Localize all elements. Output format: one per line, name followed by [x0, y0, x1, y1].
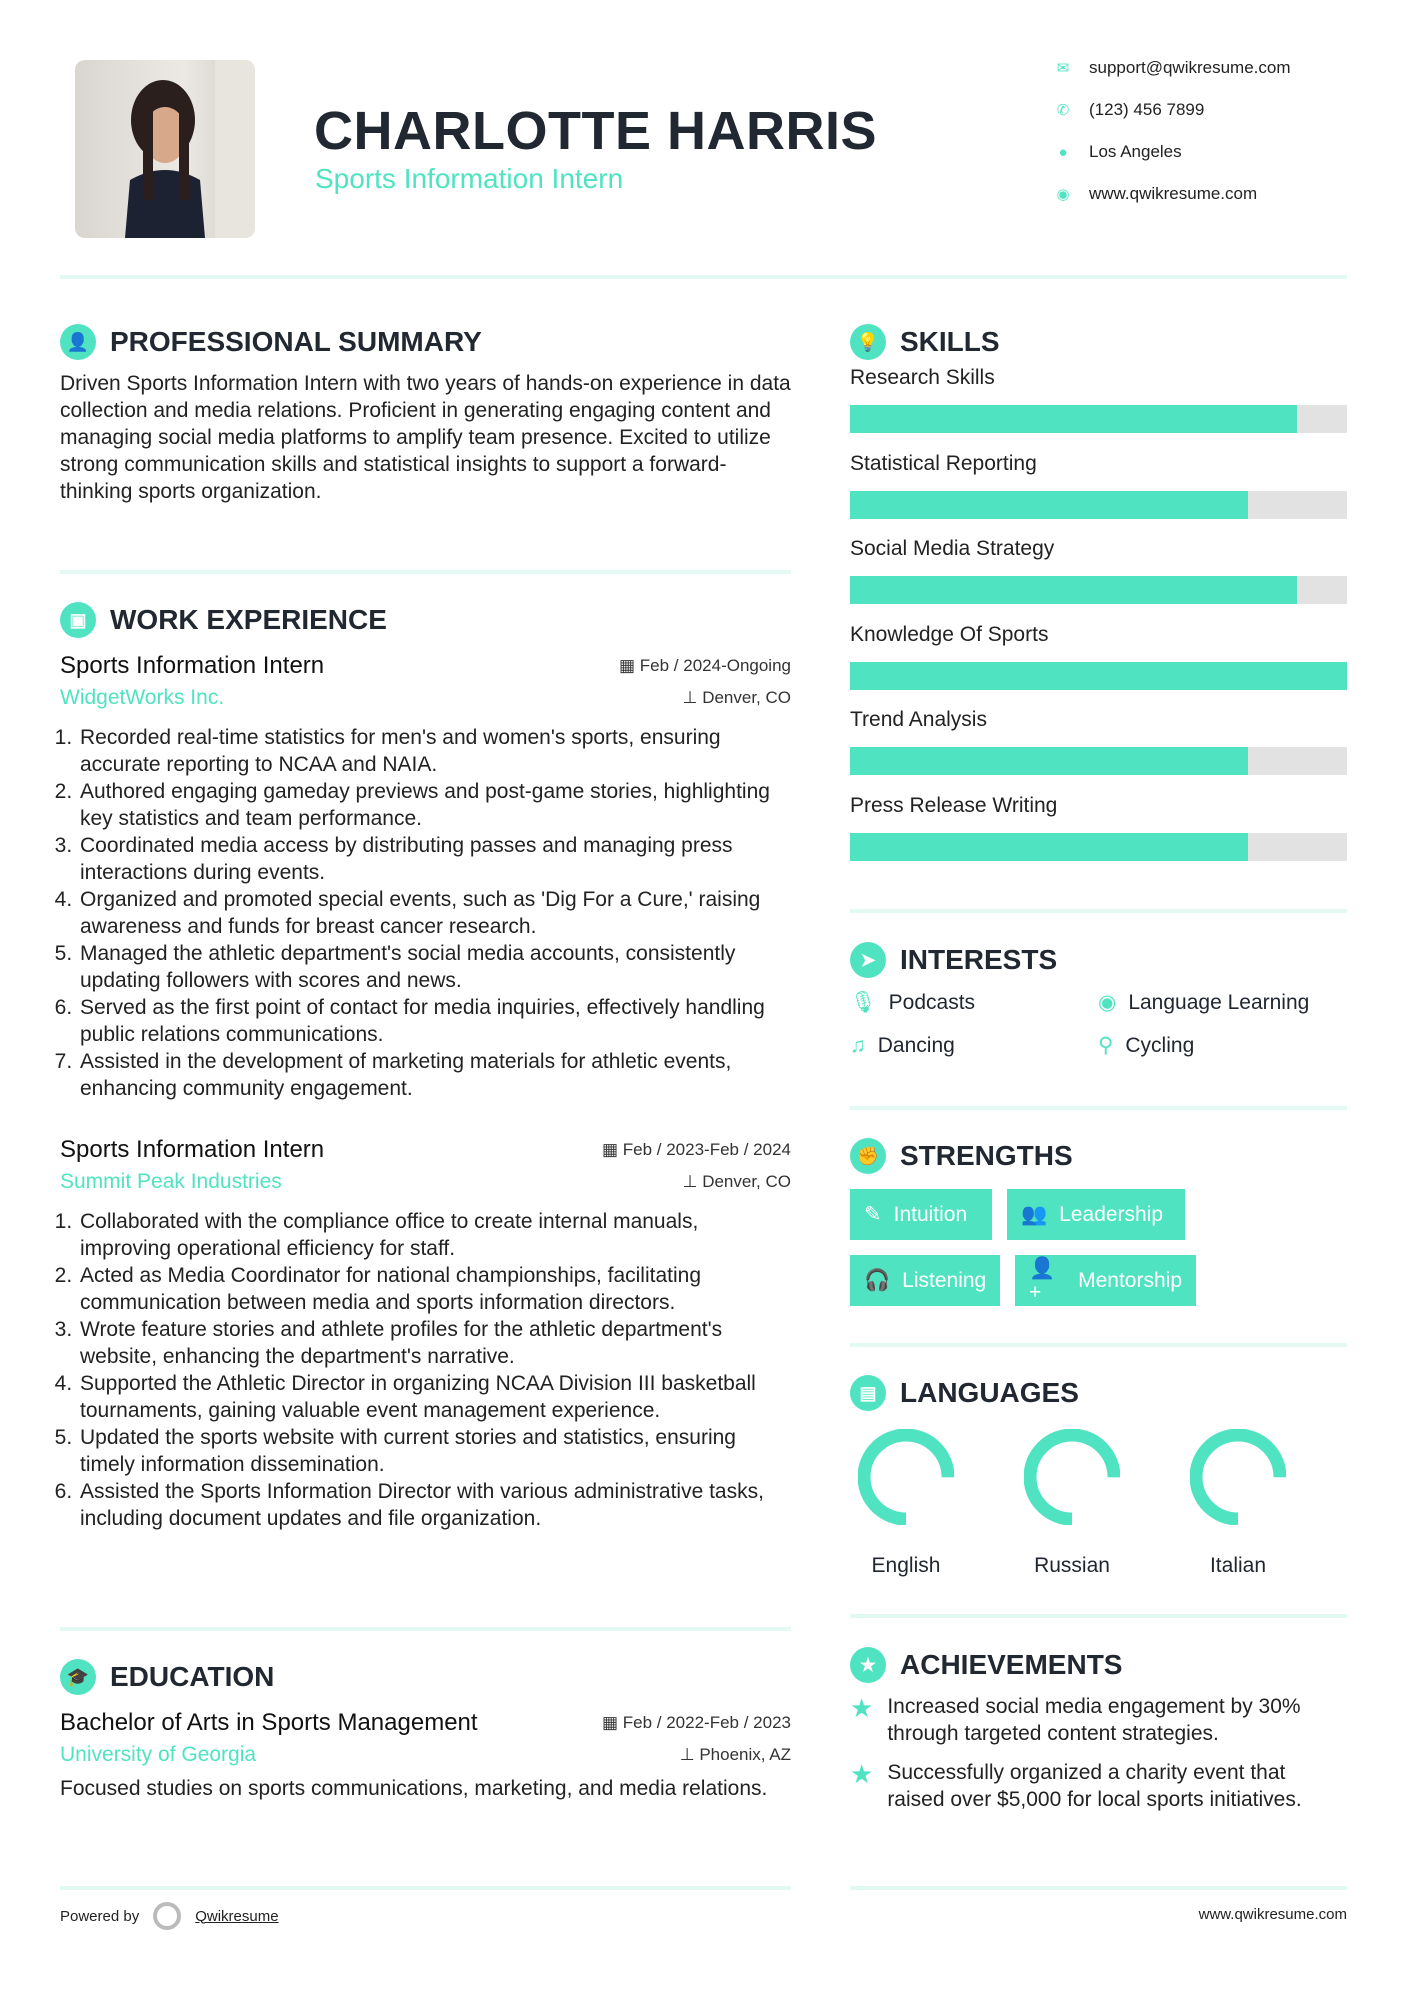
star-badge-icon: ★	[850, 1647, 886, 1683]
contact-email[interactable]	[1055, 58, 1291, 78]
contact-text: www.qwikresume.com	[1089, 184, 1258, 203]
duty-item: 3. Coordinated media access by distributing passes and managing press interactions during events.	[78, 832, 791, 886]
divider	[60, 1627, 791, 1631]
header-divider	[60, 275, 1347, 279]
contact-text: (123) 456 7899	[1089, 100, 1205, 119]
users-icon: 👥	[1021, 1202, 1048, 1226]
skill-item	[850, 452, 1347, 538]
achievements-section	[850, 1647, 1347, 1813]
duty-list	[60, 724, 791, 1102]
job-role: Sports Information Intern	[60, 1136, 325, 1163]
interest-label: Cycling	[1125, 1033, 1195, 1057]
language-ring	[1024, 1429, 1120, 1525]
work-section	[60, 602, 791, 1532]
divider	[850, 1106, 1347, 1110]
candidate-name: CHARLOTTE HARRIS	[314, 101, 877, 161]
briefcase-icon: ▣	[60, 602, 96, 638]
section-heading	[850, 324, 1347, 360]
magic-wand-icon: ✎	[864, 1203, 882, 1226]
language-item	[1190, 1429, 1286, 1578]
contact-website[interactable]	[1055, 184, 1257, 204]
duty-item: 2. Authored engaging gameday previews and post-game stories, highlighting key statistics and team performance.	[78, 778, 791, 832]
section-heading	[60, 1659, 791, 1695]
duty-item: 6. Served as the first point of contact for media inquiries, effectively handling public relations communications.	[78, 994, 791, 1048]
education-text: Focused studies on sports communications, marketing, and media relations.	[60, 1777, 768, 1800]
globe-icon: ◉	[1098, 991, 1117, 1014]
duty-item: 5. Updated the sports website with current stories and statistics, ensuring timely information dissemination.	[78, 1424, 791, 1478]
location	[683, 688, 791, 708]
company: WidgetWorks Inc.	[60, 686, 225, 709]
skill-bar-fill	[850, 662, 1347, 690]
language-label: Russian	[1034, 1554, 1110, 1577]
date	[602, 1140, 791, 1160]
pin-icon: ⊥	[682, 1172, 698, 1191]
section-heading	[60, 324, 791, 360]
contact-text: Los Angeles	[1089, 142, 1182, 161]
interest-label: Podcasts	[888, 990, 976, 1014]
bicycle-icon: ⚲	[1098, 1034, 1114, 1057]
duty-item: 1. Collaborated with the compliance office to create internal manuals, improving operational efficiency for staff.	[78, 1208, 791, 1262]
interest-item	[850, 990, 1098, 1015]
interest-label: Dancing	[877, 1033, 955, 1057]
powered-text: Powered by	[60, 1907, 140, 1925]
phone-icon: ✆	[1056, 102, 1070, 119]
location: ⊥ Phoenix, AZ	[679, 1745, 791, 1764]
candidate-title: Sports Information Intern	[315, 163, 624, 194]
interest-label: Language Learning	[1128, 990, 1310, 1014]
headphones-icon: 🎧	[864, 1268, 891, 1292]
language-icon: ▤	[850, 1375, 886, 1411]
skill-bar	[850, 747, 1347, 775]
section-heading	[850, 1375, 1347, 1411]
skill-label: Knowledge Of Sports	[850, 622, 1049, 646]
section-heading	[850, 1647, 1347, 1683]
skill-label: Social Media Strategy	[850, 537, 1055, 560]
envelope-icon: ✉	[1056, 60, 1070, 77]
location-text: Denver, CO	[702, 1172, 791, 1191]
microphone-icon: 🎙	[850, 990, 877, 1014]
qwikresume-logo-icon	[153, 1902, 181, 1930]
strength-chip	[850, 1255, 1000, 1306]
skill-bar	[850, 833, 1347, 861]
skill-bar-fill	[850, 491, 1248, 519]
achievement-text: Successfully organized a charity event that raised over $5,000 for local sports initiatives.	[887, 1761, 1302, 1811]
duty-item: 4. Organized and promoted special events, such as 'Dig For a Cure,' raising awareness and funds for breast cancer research.	[78, 886, 791, 940]
date-text: Feb / 2024-Ongoing	[639, 656, 791, 675]
duty-item: 5. Managed the athletic department's social media accounts, consistently updating followers with scores and news.	[78, 940, 791, 994]
duty-item: 2. Acted as Media Coordinator for national championships, facilitating communication between media and sports information directors.	[78, 1262, 791, 1316]
star-icon: ★	[850, 1759, 874, 1789]
strengths-section	[850, 1138, 1347, 1306]
divider	[60, 570, 791, 574]
skill-label: Trend Analysis	[850, 708, 987, 731]
duty-item: 7. Assisted in the development of marketing materials for athletic events, enhancing community engagement.	[78, 1048, 791, 1102]
skill-bar-fill	[850, 833, 1248, 861]
job-entry	[60, 652, 791, 1102]
degree: Bachelor of Arts in Sports Management	[60, 1709, 478, 1736]
heading-text: WORK EXPERIENCE	[110, 604, 387, 635]
heading-text: PROFESSIONAL SUMMARY	[110, 326, 482, 357]
job-entry	[60, 1136, 791, 1532]
skill-bar-fill	[850, 576, 1297, 604]
skill-label: Statistical Reporting	[850, 451, 1037, 475]
achievement-item	[850, 1759, 1347, 1813]
skill-bar	[850, 662, 1347, 690]
heading-text: SKILLS	[900, 326, 1000, 357]
skill-item	[850, 366, 1347, 452]
divider	[850, 909, 1347, 913]
duty-list	[60, 1208, 791, 1532]
heading-text: INTERESTS	[900, 944, 1058, 975]
skill-item	[850, 537, 1347, 623]
chip-label: Listening	[902, 1268, 987, 1292]
duty-item: 6. Assisted the Sports Information Director with various administrative tasks, including document updates and file organization.	[78, 1478, 791, 1532]
skill-item	[850, 623, 1347, 709]
interest-item	[1098, 990, 1348, 1015]
duty-item: 3. Wrote feature stories and athlete profiles for the athletic department's website, enhancing the department's narrative.	[78, 1316, 791, 1370]
music-icon: ♫	[850, 1033, 866, 1057]
calendar-icon: ▦	[618, 656, 636, 675]
divider	[850, 1886, 1347, 1890]
interest-item	[850, 1033, 1098, 1058]
globe-icon: ◉	[1056, 186, 1070, 203]
profile-photo	[75, 60, 255, 238]
duty-item: 4. Supported the Athletic Director in organizing NCAA Division III basketball tournaments, gaining valuable event management experience.	[78, 1370, 791, 1424]
skill-item	[850, 708, 1347, 794]
interest-item	[1098, 1033, 1348, 1058]
language-label: Italian	[1209, 1554, 1267, 1577]
skill-bar-fill	[850, 405, 1297, 433]
school: University of Georgia	[60, 1743, 257, 1766]
user-icon: 👤	[60, 324, 96, 360]
date-text: Feb / 2023-Feb / 2024	[622, 1140, 791, 1159]
paper-plane-icon: ➤	[850, 942, 886, 978]
skill-bar	[850, 405, 1347, 433]
date-text: Feb / 2022-Feb / 2023	[622, 1713, 791, 1732]
divider	[60, 1886, 791, 1890]
skills-section	[850, 324, 1347, 879]
footer-powered	[60, 1902, 279, 1930]
summary-text: Driven Sports Information Intern with two years of hands-on experience in data collection and media relations. Proficient in generating engaging content and managing social media platforms to amplify team presence. Excited to utilize strong communication skills and statistical insights to support a forward-thinking sports organization.	[60, 372, 791, 503]
footer-url[interactable]: www.qwikresume.com	[1198, 1906, 1347, 1923]
heading-text: STRENGTHS	[900, 1140, 1073, 1171]
map-pin-icon: ●	[1058, 143, 1068, 161]
skill-item	[850, 794, 1347, 880]
star-icon: ★	[850, 1693, 874, 1723]
contact-phone	[1055, 100, 1204, 120]
location-text: Denver, CO	[702, 688, 791, 707]
divider	[850, 1343, 1347, 1347]
section-heading	[60, 602, 791, 638]
education-section	[60, 1659, 791, 1802]
location	[683, 1172, 791, 1192]
location-text: Phoenix, AZ	[699, 1745, 791, 1764]
skill-bar	[850, 576, 1347, 604]
skill-bar-fill	[850, 747, 1248, 775]
heading-text: EDUCATION	[110, 1661, 275, 1692]
job-role: Sports Information Intern	[60, 652, 325, 679]
date	[619, 656, 791, 676]
language-ring	[1190, 1429, 1286, 1525]
brand-link[interactable]: Qwikresume	[195, 1907, 279, 1925]
divider	[850, 1614, 1347, 1618]
section-heading	[850, 1138, 1347, 1174]
heading-text: ACHIEVEMENTS	[900, 1649, 1123, 1680]
strength-chip	[1015, 1255, 1196, 1306]
section-heading	[850, 942, 1347, 978]
achievement-text: Increased social media engagement by 30% through targeted content strategies.	[887, 1695, 1301, 1745]
contact-location	[1055, 142, 1182, 162]
language-item	[858, 1429, 954, 1578]
strength-chip	[1007, 1189, 1185, 1240]
chip-label: Intuition	[893, 1202, 968, 1226]
graduate-icon: 🎓	[60, 1659, 96, 1695]
interests-section	[850, 942, 1347, 1058]
user-plus-icon: 👤+	[1029, 1256, 1056, 1304]
language-item	[1024, 1429, 1120, 1578]
date: ▦ Feb / 2022-Feb / 2023	[601, 1713, 791, 1732]
calendar-icon: ▦	[601, 1140, 619, 1159]
duty-item: 1. Recorded real-time statistics for men's and women's sports, ensuring accurate reporting to NCAA and NAIA.	[78, 724, 791, 778]
language-label: English	[871, 1554, 941, 1577]
languages-section	[850, 1375, 1347, 1578]
chip-label: Mentorship	[1078, 1268, 1182, 1292]
achievement-item	[850, 1693, 1347, 1747]
skill-label: Press Release Writing	[850, 793, 1058, 817]
heading-text: LANGUAGES	[900, 1377, 1079, 1408]
summary-section	[60, 324, 791, 505]
chip-label: Leadership	[1059, 1202, 1164, 1226]
company: Summit Peak Industries	[60, 1170, 282, 1193]
strength-chip	[850, 1189, 992, 1240]
pin-icon: ⊥	[682, 688, 698, 707]
language-ring	[858, 1429, 954, 1525]
skill-label: Research Skills	[850, 366, 995, 389]
skill-bar	[850, 491, 1347, 519]
fist-icon: ✊	[850, 1138, 886, 1174]
lightbulb-icon: 💡	[850, 324, 886, 360]
contact-text: support@qwikresume.com	[1089, 58, 1291, 77]
